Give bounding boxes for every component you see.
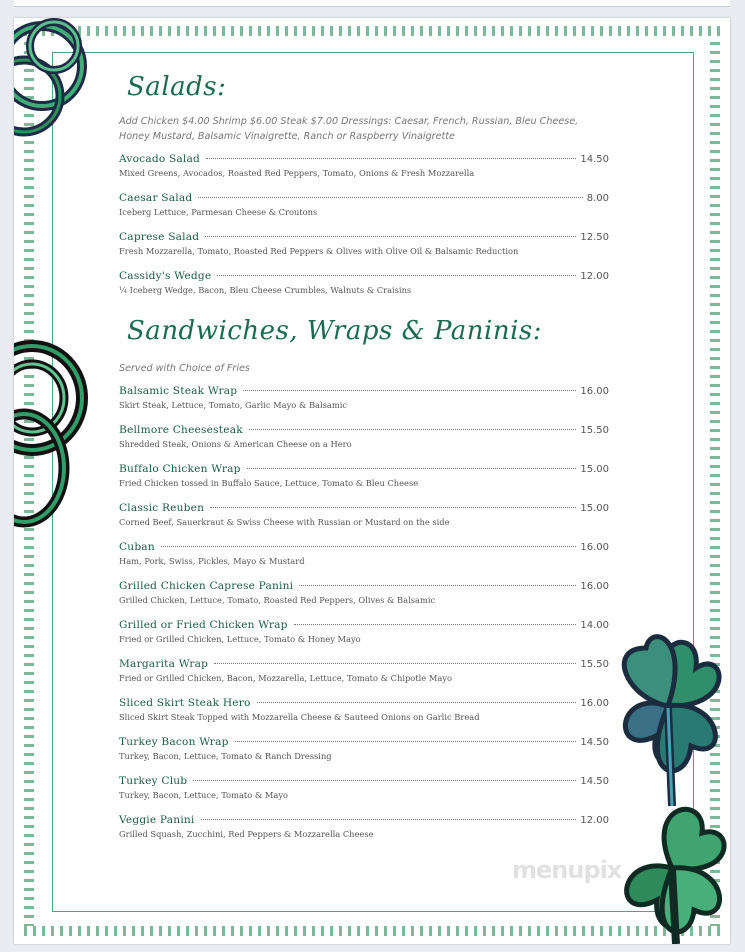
menu-item — [119, 424, 609, 449]
sandwiches-heading: Sandwiches, Wraps & Paninis: — [127, 316, 543, 346]
menu-page — [14, 18, 730, 944]
item-description: Mixed Greens, Avocados, Roasted Red Peppers, Tomato, Onions & Fresh Mozzarella — [119, 168, 475, 178]
dot-leader — [217, 275, 576, 276]
item-price: 14.50 — [580, 154, 609, 165]
menu-item — [119, 658, 609, 683]
dot-leader — [243, 390, 576, 391]
menu-item — [119, 697, 609, 722]
previous-page-edge — [14, 0, 730, 7]
item-name: Caesar Salad — [119, 192, 193, 204]
item-name: Balsamic Steak Wrap — [119, 385, 238, 397]
dot-leader — [235, 741, 577, 742]
dot-leader — [299, 585, 576, 586]
item-price: 15.50 — [580, 659, 609, 670]
menu-item — [119, 814, 609, 839]
item-price: 12.50 — [580, 232, 609, 243]
dot-leader — [193, 780, 576, 781]
item-price: 15.00 — [580, 503, 609, 514]
shamrock-icon — [606, 628, 730, 808]
item-description: Sliced Skirt Steak Topped with Mozzarella Cheese & Sauteed Onions on Garlic Bread — [119, 712, 480, 722]
dot-leader — [210, 507, 576, 508]
salads-note: Add Chicken $4.00 Shrimp $6.00 Steak $7.00 Dressings: Caesar, French, Russian, Bleu Cheese, Honey Mustard, Balsamic Vinaigrette, Ranch or Raspberry Vinaigrette — [119, 116, 579, 142]
item-description: Fried or Grilled Chicken, Lettuce, Tomato & Honey Mayo — [119, 634, 361, 644]
item-price: 15.50 — [580, 425, 609, 436]
item-name: Bellmore Cheesesteak — [119, 424, 243, 436]
item-description: Shredded Steak, Onions & American Cheese on a Hero — [119, 439, 352, 449]
item-name: Buffalo Chicken Wrap — [119, 463, 241, 475]
dot-leader — [249, 429, 577, 430]
shamrock-icon — [612, 798, 730, 944]
item-price: 8.00 — [586, 193, 609, 204]
item-name: Cassidy's Wedge — [119, 270, 212, 282]
item-name: Turkey Bacon Wrap — [119, 736, 229, 748]
item-description: Iceberg Lettuce, Parmesan Cheese & Croutons — [119, 207, 318, 217]
menu-item — [119, 736, 609, 761]
item-price: 16.00 — [580, 386, 609, 397]
menu-item — [119, 463, 609, 488]
item-description: Fried Chicken tossed in Buffalo Sauce, Lettuce, Tomato & Bleu Cheese — [119, 478, 419, 488]
item-price: 12.00 — [580, 815, 609, 826]
item-description: Grilled Chicken, Lettuce, Tomato, Roasted Red Peppers, Olives & Balsamic — [119, 595, 436, 605]
menu-item — [119, 385, 609, 410]
item-name: Turkey Club — [119, 775, 188, 787]
item-name: Caprese Salad — [119, 231, 200, 243]
item-description: Fresh Mozzarella, Tomato, Roasted Red Peppers & Olives with Olive Oil & Balsamic Reduction — [119, 246, 519, 256]
item-name: Cuban — [119, 541, 155, 553]
menu-item — [119, 775, 609, 800]
item-name: Veggie Panini — [119, 814, 195, 826]
dot-leader — [206, 158, 576, 159]
item-price: 16.00 — [580, 698, 609, 709]
item-description: ¼ Iceberg Wedge, Bacon, Bleu Cheese Crumbles, Walnuts & Craisins — [119, 285, 412, 295]
menu-item — [119, 502, 609, 527]
dot-leader — [214, 663, 576, 664]
item-price: 14.50 — [580, 737, 609, 748]
menu-item — [119, 231, 609, 256]
item-description: Corned Beef, Sauerkraut & Swiss Cheese with Russian or Mustard on the side — [119, 517, 450, 527]
dot-leader — [198, 197, 582, 198]
celtic-knot-icon — [14, 18, 92, 143]
item-price: 16.00 — [580, 581, 609, 592]
menu-item — [119, 580, 609, 605]
sandwiches-note: Served with Choice of Fries — [119, 363, 250, 374]
dot-leader — [247, 468, 577, 469]
item-name: Sliced Skirt Steak Hero — [119, 697, 251, 709]
item-name: Classic Reuben — [119, 502, 205, 514]
dot-leader — [205, 236, 576, 237]
item-description: Ham, Pork, Swiss, Pickles, Mayo & Mustard — [119, 556, 305, 566]
menu-item — [119, 270, 609, 295]
item-description: Fried or Grilled Chicken, Bacon, Mozzarella, Lettuce, Tomato & Chipotle Mayo — [119, 673, 452, 683]
item-description: Skirt Steak, Lettuce, Tomato, Garlic Mayo & Balsamic — [119, 400, 348, 410]
salads-heading: Salads: — [127, 72, 227, 102]
item-description: Grilled Squash, Zucchini, Red Peppers & Mozzarella Cheese — [119, 829, 374, 839]
item-name: Margarita Wrap — [119, 658, 209, 670]
menu-item — [119, 192, 609, 217]
item-description: Turkey, Bacon, Lettuce, Tomato & Ranch Dressing — [119, 751, 332, 761]
item-price: 14.00 — [580, 620, 609, 631]
item-name: Grilled Chicken Caprese Panini — [119, 580, 294, 592]
dot-leader — [294, 624, 577, 625]
dot-leader — [201, 819, 577, 820]
menu-item — [119, 541, 609, 566]
menupix-watermark: menupix — [512, 856, 622, 884]
dot-leader — [161, 546, 577, 547]
dot-leader — [257, 702, 577, 703]
item-price: 12.00 — [580, 271, 609, 282]
menu-item — [119, 153, 609, 178]
item-price: 16.00 — [580, 542, 609, 553]
item-name: Avocado Salad — [119, 153, 201, 165]
celtic-knot-icon — [14, 338, 92, 528]
item-name: Grilled or Fried Chicken Wrap — [119, 619, 288, 631]
item-price: 14.50 — [580, 776, 609, 787]
item-price: 15.00 — [580, 464, 609, 475]
menu-item — [119, 619, 609, 644]
item-description: Turkey, Bacon, Lettuce, Tomato & Mayo — [119, 790, 289, 800]
